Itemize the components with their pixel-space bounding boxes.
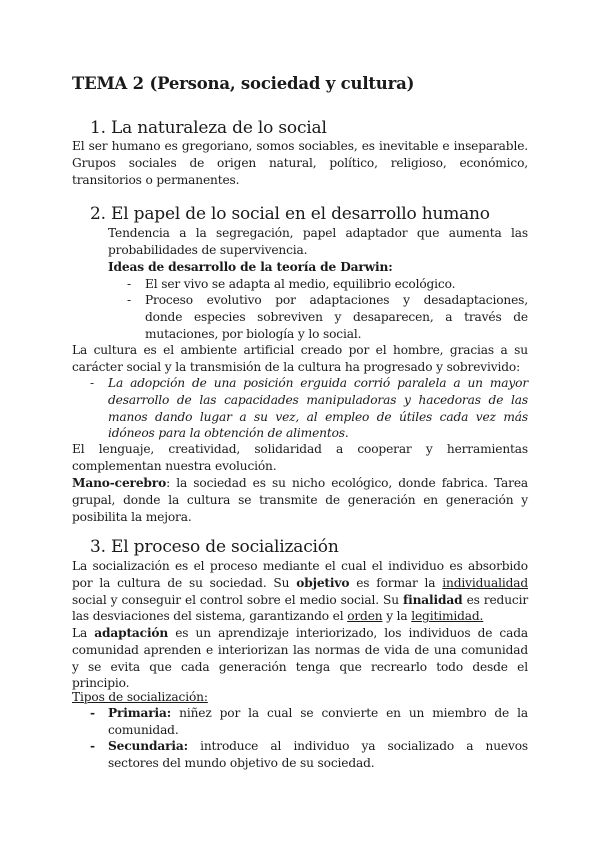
text-line: La cultura es el ambiente artificial creado por el hombre, gracias a su <box>72 343 528 357</box>
bullet-dash: - <box>127 277 131 291</box>
text-line: Mano-cerebro: la sociedad es su nicho ecológico, donde fabrica. Tarea <box>72 476 528 490</box>
objetivo-term: objetivo <box>296 575 350 590</box>
text-line: posibilita la mejora. <box>72 509 192 524</box>
evolution-italic-item <box>90 375 528 442</box>
text-line: sectores del mundo objetivo de su sociedad. <box>108 755 375 770</box>
darwin-label: Ideas de desarrollo de la teoría de Darwin: <box>108 260 393 274</box>
text-line: donde especies sobreviven y desaparecen, a través de <box>145 309 528 324</box>
text-line: Secundaria: introduce al individuo ya socializado a nuevos <box>108 739 528 753</box>
individualidad-term: individualidad <box>442 575 528 590</box>
language-paragraph <box>72 441 528 475</box>
socialization-paragraph <box>72 558 528 625</box>
mano-cerebro-paragraph <box>72 475 528 525</box>
text-line: comunidad aprenden e interiorizan las normas de vida de una comunidad <box>72 642 528 657</box>
text-line: social y conseguir el control sobre el medio social. Su finalidad es reducir <box>72 592 528 607</box>
text-line: probabilidades de supervivencia. <box>108 242 308 257</box>
culture-paragraph <box>72 342 528 376</box>
text-line: transitorios o permanentes. <box>72 172 240 187</box>
text-line: La adopción de una posición erguida corrió paralela a un mayor <box>108 376 528 390</box>
bullet-dash: - <box>90 376 94 390</box>
types-label: Tipos de socialización: <box>72 690 208 704</box>
bullet-dash: - <box>90 739 95 753</box>
orden-term: orden <box>347 609 383 624</box>
adaptacion-term: adaptación <box>94 626 169 640</box>
document-title: TEMA 2 (Persona, sociedad y cultura) <box>72 74 415 93</box>
primaria-label: Primaria: <box>108 706 172 720</box>
type-item-primaria <box>90 705 528 739</box>
text-line: El ser vivo se adapta al medio, equilibrio ecológico. <box>145 277 456 291</box>
text-line: por la cultura de su sociedad. Su objetivo es formar la individualidad <box>72 575 528 590</box>
darwin-item-1 <box>127 276 528 293</box>
text-line: complementan nuestra evolución. <box>72 458 277 473</box>
bullet-dash: - <box>127 293 131 307</box>
section-1-paragraph <box>72 138 528 188</box>
text-line: Proceso evolutivo por adaptaciones y desadaptaciones, <box>145 293 528 307</box>
text-line: El ser humano es gregoriano, somos sociables, es inevitable e inseparable. <box>72 139 528 153</box>
text-line: las desviaciones del sistema, garantizando el orden y la legitimidad. <box>72 609 484 624</box>
text-line: Primaria: niñez por la cual se convierte en un miembro de la <box>108 706 528 720</box>
text-line: grupal, donde la cultura se transmite de generación en generación y <box>72 492 528 507</box>
mano-cerebro-label: Mano-cerebro <box>72 476 167 490</box>
text-line: La socialización es el proceso mediante el cual el individuo es absorbido <box>72 559 528 573</box>
text-line: principio. <box>72 676 130 691</box>
section-1-heading: 1. La naturaleza de lo social <box>90 118 327 138</box>
text-line: mutaciones, por biología y lo social. <box>145 326 362 341</box>
text-line: comunidad. <box>108 722 179 737</box>
text-line: Grupos sociales de origen natural, político, religioso, económico, <box>72 155 528 170</box>
segregation-paragraph <box>108 225 528 259</box>
text-line: y se evita que cada generación tenga que recrearlo todo desde el <box>72 659 528 674</box>
text-line: carácter social y la transmisión de la cultura ha progresado y sobrevivido: <box>72 359 521 374</box>
text-line: El lenguaje, creatividad, solidaridad a cooperar y herramientas <box>72 442 528 456</box>
section-3-heading: 3. El proceso de socialización <box>90 537 339 557</box>
secundaria-label: Secundaria: <box>108 739 188 753</box>
bullet-dash: - <box>90 706 95 720</box>
text-line: idóneos para la obtención de alimentos. <box>108 426 349 441</box>
finalidad-term: finalidad <box>403 592 463 607</box>
adaptation-paragraph <box>72 625 528 692</box>
text-line: desarrollo de las capacidades manipuladoras y hacedoras de las <box>108 392 528 407</box>
section-2-heading: 2. El papel de lo social en el desarrollo humano <box>90 204 490 224</box>
type-item-secundaria <box>90 738 528 772</box>
text-line: manos dando lugar a su vez, al empleo de útiles cada vez más <box>108 409 528 424</box>
text-line: La adaptación es un aprendizaje interiorizado, los individuos de cada <box>72 626 528 640</box>
darwin-item-2 <box>127 292 528 342</box>
legitimidad-term: legitimidad. <box>411 609 484 624</box>
text-line: Tendencia a la segregación, papel adaptador que aumenta las <box>108 226 528 240</box>
